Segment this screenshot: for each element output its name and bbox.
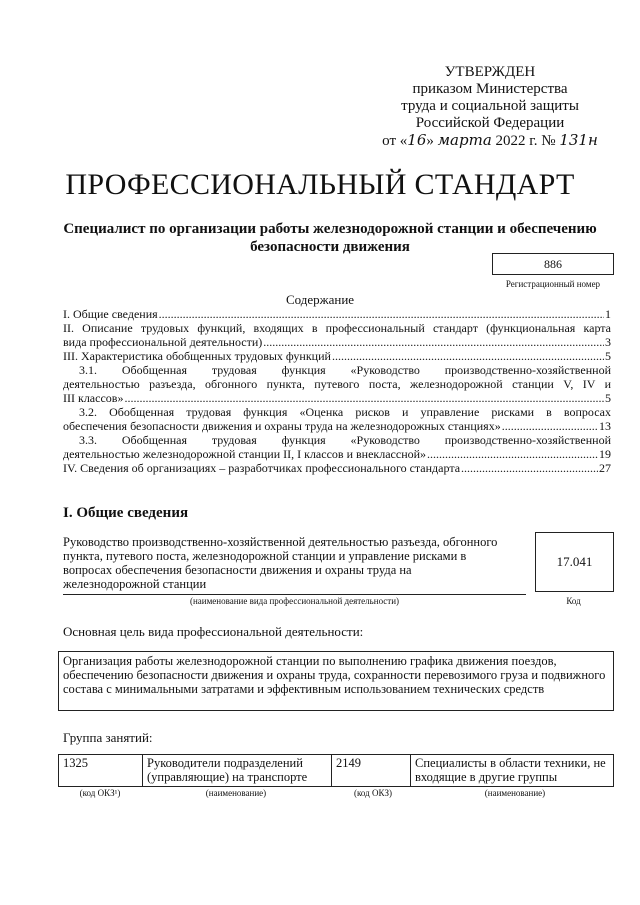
toc-item-1[interactable]: I. Общие сведения ..... 1 (63, 307, 611, 321)
document-title: ПРОФЕССИОНАЛЬНЫЙ СТАНДАРТ (65, 168, 575, 201)
activity-name: Руководство производственно-хозяйственной деятельностью разъезда, обгонного пункта, путевого поста, железнодорожной станции и управление рисками в вопросах обеспечения безопасности движения и охраны труда на железнодорожной станции (63, 535, 498, 591)
standard-subtitle: Специалист по организации работы железнодорожной станции и обеспечению безопасности движения (63, 221, 597, 255)
toc-item-3[interactable]: III. Характеристика обобщенных трудовых функций ..... 5 (63, 349, 611, 363)
occupation-group-label: Группа занятий: (63, 730, 153, 745)
approval-ministry-line: труда и социальной защиты (401, 98, 579, 114)
goal-box: Организация работы железнодорожной станции по выполнению графика движения поездов, обеспечению безопасности движения и охраны труда, сохранности перевозимого груза и подвижного состава с минимальными затратами и эффективным использованием технических средств (58, 651, 614, 711)
approval-block (370, 64, 610, 150)
handwritten-day: 16 (407, 131, 427, 149)
occupation-name-caption-2: (наименование) (484, 788, 546, 798)
toc-item-3-1[interactable]: 3.1. Обобщенная трудовая функция «Руководство производственно-хозяйственной деятельностью разъезда, обгонного пункта, путевого поста, железнодорожной станции V, IV и III классов» ..... 5 (63, 363, 611, 405)
registration-number-label: Регистрационный номер (505, 279, 601, 289)
toc-page: 1 (605, 307, 611, 321)
table-of-contents (63, 307, 611, 475)
goal-label: Основная цель вида профессиональной деятельности: (63, 624, 364, 639)
handwritten-month: марта (437, 131, 492, 149)
toc-page: 27 (599, 461, 611, 475)
okz-code-caption: (код ОКЗ¹) (79, 788, 121, 798)
approval-date-line: от «16» марта 2022 г. № 131н (382, 131, 598, 149)
activity-underline (63, 594, 526, 595)
approval-order-line: приказом Министерства (412, 81, 568, 97)
okz-code-cell: 2149 (332, 755, 411, 787)
toc-page: 5 (605, 349, 611, 363)
toc-item-2[interactable]: II. Описание трудовых функций, входящих в профессиональный стандарт (функциональная карта вида профессиональной деятельности) ..... 3 (63, 321, 611, 349)
registration-number-box: 886 (492, 253, 614, 275)
handwritten-number: 131н (559, 131, 598, 149)
toc-item-3-2[interactable]: 3.2. Обобщенная трудовая функция «Оценка рисков и управление рисками в вопросах обеспечения безопасности движения и охраны труда на железнодорожных станциях» ..... 13 (63, 405, 611, 433)
okz-code-caption-2: (код ОКЗ) (354, 788, 392, 798)
occupation-name-cell: Руководители подразделений (управляющие) на транспорте (143, 755, 332, 787)
approval-country-line: Российской Федерации (415, 115, 565, 131)
occupation-name-caption: (наименование) (205, 788, 267, 798)
toc-page: 19 (599, 447, 611, 461)
toc-item-3-3[interactable]: 3.3. Обобщенная трудовая функция «Руководство производственно-хозяйственной деятельностью железнодорожной станции II, I классов и внеклассной» ..... 19 (63, 433, 611, 461)
section-heading: I. Общие сведения (63, 505, 189, 521)
toc-page: 3 (605, 335, 611, 349)
okz-code-cell: 1325 (59, 755, 143, 787)
toc-heading: Содержание (285, 292, 355, 307)
activity-caption: (наименование вида профессиональной деятельности) (189, 596, 400, 606)
activity-code-box: 17.041 (535, 532, 614, 592)
table-row (59, 755, 614, 787)
toc-page: 13 (599, 419, 611, 433)
activity-code-caption: Код (566, 596, 581, 606)
toc-page: 5 (605, 391, 611, 405)
occupation-table (58, 754, 614, 787)
toc-item-4[interactable]: IV. Сведения об организациях – разработчиках профессионального стандарта ..... 27 (63, 461, 611, 475)
approval-status: УТВЕРЖДЕН (444, 64, 536, 80)
occupation-name-cell: Специалисты в области техники, не входящие в другие группы (411, 755, 614, 787)
